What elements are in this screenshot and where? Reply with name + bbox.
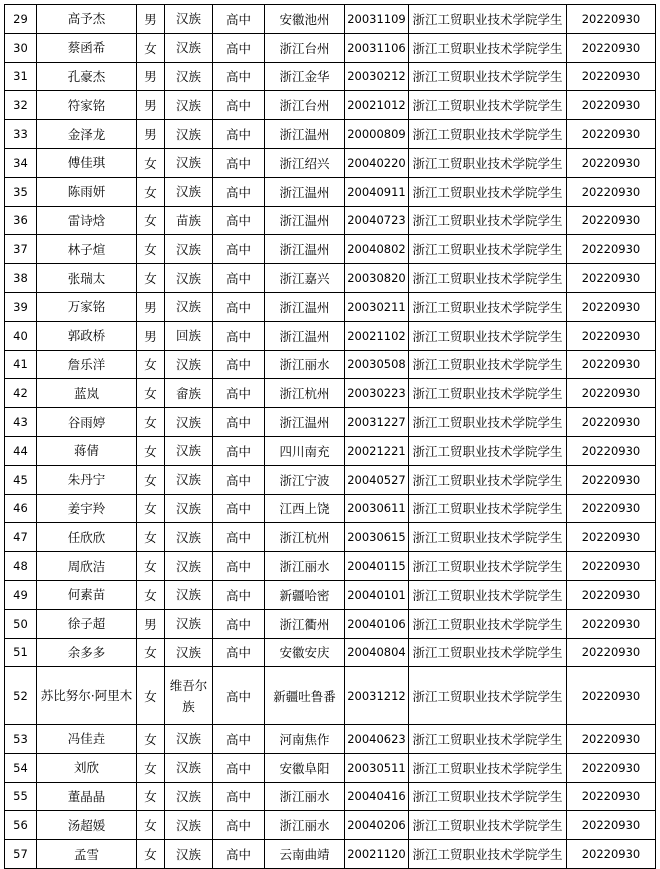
gender-cell: 女	[137, 436, 165, 465]
birth-date-cell: 20030615	[345, 523, 409, 552]
origin-cell: 浙江台州	[265, 91, 345, 120]
ethnicity-cell: 汉族	[165, 724, 213, 753]
origin-cell: 安徽池州	[265, 5, 345, 34]
origin-cell: 浙江杭州	[265, 523, 345, 552]
education-cell: 高中	[213, 350, 265, 379]
table-row	[5, 264, 656, 293]
origin-cell: 新疆哈密	[265, 580, 345, 609]
gender-cell: 男	[137, 120, 165, 149]
gender-cell: 女	[137, 350, 165, 379]
ethnicity-cell: 汉族	[165, 552, 213, 581]
education-cell: 高中	[213, 753, 265, 782]
table-row	[5, 91, 656, 120]
gender-cell: 男	[137, 5, 165, 34]
serial-number-cell: 42	[5, 379, 37, 408]
birth-date-cell: 20030611	[345, 494, 409, 523]
name-cell: 蔡函希	[37, 33, 137, 62]
serial-number-cell: 38	[5, 264, 37, 293]
record-date-cell: 20220930	[567, 811, 656, 840]
ethnicity-cell: 畲族	[165, 379, 213, 408]
table-row	[5, 120, 656, 149]
education-cell: 高中	[213, 177, 265, 206]
record-date-cell: 20220930	[567, 91, 656, 120]
table-row	[5, 408, 656, 437]
name-cell: 董晶晶	[37, 782, 137, 811]
record-date-cell: 20220930	[567, 667, 656, 725]
birth-date-cell: 20021221	[345, 436, 409, 465]
ethnicity-cell: 汉族	[165, 436, 213, 465]
ethnicity-cell: 汉族	[165, 235, 213, 264]
affiliation-cell: 浙江工贸职业技术学院学生	[409, 552, 567, 581]
affiliation-cell: 浙江工贸职业技术学院学生	[409, 264, 567, 293]
ethnicity-cell: 汉族	[165, 811, 213, 840]
record-date-cell: 20220930	[567, 321, 656, 350]
record-date-cell: 20220930	[567, 206, 656, 235]
ethnicity-cell: 汉族	[165, 753, 213, 782]
serial-number-cell: 55	[5, 782, 37, 811]
name-cell: 高予杰	[37, 5, 137, 34]
birth-date-cell: 20031109	[345, 5, 409, 34]
gender-cell: 男	[137, 62, 165, 91]
education-cell: 高中	[213, 782, 265, 811]
education-cell: 高中	[213, 811, 265, 840]
table-row	[5, 580, 656, 609]
name-cell: 姜宇羚	[37, 494, 137, 523]
origin-cell: 浙江丽水	[265, 811, 345, 840]
birth-date-cell: 20030223	[345, 379, 409, 408]
record-date-cell: 20220930	[567, 177, 656, 206]
birth-date-cell: 20040723	[345, 206, 409, 235]
gender-cell: 女	[137, 840, 165, 869]
origin-cell: 浙江嘉兴	[265, 264, 345, 293]
name-cell: 刘欣	[37, 753, 137, 782]
origin-cell: 浙江丽水	[265, 552, 345, 581]
name-cell: 任欣欣	[37, 523, 137, 552]
name-cell: 万家铭	[37, 292, 137, 321]
name-cell: 雷诗焓	[37, 206, 137, 235]
gender-cell: 女	[137, 552, 165, 581]
record-date-cell: 20220930	[567, 350, 656, 379]
gender-cell: 女	[137, 494, 165, 523]
affiliation-cell: 浙江工贸职业技术学院学生	[409, 840, 567, 869]
record-date-cell: 20220930	[567, 753, 656, 782]
ethnicity-cell: 汉族	[165, 350, 213, 379]
table-row	[5, 753, 656, 782]
record-date-cell: 20220930	[567, 264, 656, 293]
table-body	[5, 5, 656, 869]
record-date-cell: 20220930	[567, 379, 656, 408]
origin-cell: 浙江衢州	[265, 609, 345, 638]
name-cell: 林子煊	[37, 235, 137, 264]
name-cell: 孔豪杰	[37, 62, 137, 91]
record-date-cell: 20220930	[567, 724, 656, 753]
serial-number-cell: 57	[5, 840, 37, 869]
education-cell: 高中	[213, 667, 265, 725]
serial-number-cell: 49	[5, 580, 37, 609]
record-date-cell: 20220930	[567, 120, 656, 149]
table-row	[5, 33, 656, 62]
birth-date-cell: 20040527	[345, 465, 409, 494]
record-date-cell: 20220930	[567, 494, 656, 523]
table-row	[5, 379, 656, 408]
birth-date-cell: 20030212	[345, 62, 409, 91]
ethnicity-cell: 汉族	[165, 782, 213, 811]
education-cell: 高中	[213, 33, 265, 62]
education-cell: 高中	[213, 523, 265, 552]
gender-cell: 男	[137, 321, 165, 350]
birth-date-cell: 20031106	[345, 33, 409, 62]
origin-cell: 河南焦作	[265, 724, 345, 753]
education-cell: 高中	[213, 235, 265, 264]
birth-date-cell: 20000809	[345, 120, 409, 149]
ethnicity-cell: 汉族	[165, 5, 213, 34]
record-date-cell: 20220930	[567, 523, 656, 552]
serial-number-cell: 35	[5, 177, 37, 206]
birth-date-cell: 20040115	[345, 552, 409, 581]
education-cell: 高中	[213, 609, 265, 638]
gender-cell: 女	[137, 782, 165, 811]
affiliation-cell: 浙江工贸职业技术学院学生	[409, 206, 567, 235]
table-row	[5, 667, 656, 725]
serial-number-cell: 37	[5, 235, 37, 264]
serial-number-cell: 54	[5, 753, 37, 782]
name-cell: 徐子超	[37, 609, 137, 638]
education-cell: 高中	[213, 638, 265, 667]
record-date-cell: 20220930	[567, 465, 656, 494]
table-row	[5, 782, 656, 811]
name-cell: 苏比努尔·阿里木	[37, 667, 137, 725]
table-row	[5, 235, 656, 264]
gender-cell: 女	[137, 148, 165, 177]
education-cell: 高中	[213, 62, 265, 91]
ethnicity-cell: 汉族	[165, 840, 213, 869]
serial-number-cell: 43	[5, 408, 37, 437]
name-cell: 詹乐洋	[37, 350, 137, 379]
name-cell: 郭政桥	[37, 321, 137, 350]
ethnicity-cell: 汉族	[165, 465, 213, 494]
affiliation-cell: 浙江工贸职业技术学院学生	[409, 408, 567, 437]
record-date-cell: 20220930	[567, 408, 656, 437]
affiliation-cell: 浙江工贸职业技术学院学生	[409, 494, 567, 523]
record-date-cell: 20220930	[567, 148, 656, 177]
serial-number-cell: 39	[5, 292, 37, 321]
serial-number-cell: 31	[5, 62, 37, 91]
ethnicity-cell: 汉族	[165, 523, 213, 552]
serial-number-cell: 44	[5, 436, 37, 465]
affiliation-cell: 浙江工贸职业技术学院学生	[409, 33, 567, 62]
ethnicity-cell: 回族	[165, 321, 213, 350]
serial-number-cell: 30	[5, 33, 37, 62]
origin-cell: 浙江温州	[265, 408, 345, 437]
record-date-cell: 20220930	[567, 436, 656, 465]
affiliation-cell: 浙江工贸职业技术学院学生	[409, 120, 567, 149]
ethnicity-cell: 汉族	[165, 264, 213, 293]
name-cell: 符家铭	[37, 91, 137, 120]
affiliation-cell: 浙江工贸职业技术学院学生	[409, 724, 567, 753]
birth-date-cell: 20040220	[345, 148, 409, 177]
ethnicity-cell: 汉族	[165, 120, 213, 149]
gender-cell: 女	[137, 724, 165, 753]
birth-date-cell: 20031212	[345, 667, 409, 725]
gender-cell: 女	[137, 408, 165, 437]
origin-cell: 安徽阜阳	[265, 753, 345, 782]
ethnicity-cell: 汉族	[165, 292, 213, 321]
gender-cell: 女	[137, 33, 165, 62]
education-cell: 高中	[213, 724, 265, 753]
affiliation-cell: 浙江工贸职业技术学院学生	[409, 321, 567, 350]
gender-cell: 女	[137, 465, 165, 494]
affiliation-cell: 浙江工贸职业技术学院学生	[409, 667, 567, 725]
education-cell: 高中	[213, 148, 265, 177]
table-row	[5, 552, 656, 581]
name-cell: 金泽龙	[37, 120, 137, 149]
affiliation-cell: 浙江工贸职业技术学院学生	[409, 235, 567, 264]
origin-cell: 浙江温州	[265, 321, 345, 350]
gender-cell: 女	[137, 667, 165, 725]
affiliation-cell: 浙江工贸职业技术学院学生	[409, 523, 567, 552]
birth-date-cell: 20040804	[345, 638, 409, 667]
record-date-cell: 20220930	[567, 235, 656, 264]
affiliation-cell: 浙江工贸职业技术学院学生	[409, 62, 567, 91]
origin-cell: 浙江温州	[265, 292, 345, 321]
gender-cell: 女	[137, 235, 165, 264]
name-cell: 朱丹宁	[37, 465, 137, 494]
ethnicity-cell: 汉族	[165, 33, 213, 62]
serial-number-cell: 40	[5, 321, 37, 350]
table-row	[5, 350, 656, 379]
name-cell: 张瑞太	[37, 264, 137, 293]
affiliation-cell: 浙江工贸职业技术学院学生	[409, 91, 567, 120]
ethnicity-cell: 汉族	[165, 494, 213, 523]
record-date-cell: 20220930	[567, 33, 656, 62]
education-cell: 高中	[213, 465, 265, 494]
birth-date-cell: 20030511	[345, 753, 409, 782]
table-row	[5, 840, 656, 869]
affiliation-cell: 浙江工贸职业技术学院学生	[409, 782, 567, 811]
education-cell: 高中	[213, 436, 265, 465]
origin-cell: 浙江丽水	[265, 350, 345, 379]
record-date-cell: 20220930	[567, 840, 656, 869]
education-cell: 高中	[213, 379, 265, 408]
ethnicity-cell: 汉族	[165, 638, 213, 667]
name-cell: 孟雪	[37, 840, 137, 869]
origin-cell: 安徽安庆	[265, 638, 345, 667]
birth-date-cell: 20040911	[345, 177, 409, 206]
birth-date-cell: 20030211	[345, 292, 409, 321]
origin-cell: 浙江宁波	[265, 465, 345, 494]
education-cell: 高中	[213, 552, 265, 581]
table-row	[5, 148, 656, 177]
birth-date-cell: 20040416	[345, 782, 409, 811]
origin-cell: 浙江金华	[265, 62, 345, 91]
table-row	[5, 206, 656, 235]
record-date-cell: 20220930	[567, 609, 656, 638]
education-cell: 高中	[213, 408, 265, 437]
record-date-cell: 20220930	[567, 5, 656, 34]
table-row	[5, 724, 656, 753]
ethnicity-cell: 汉族	[165, 148, 213, 177]
record-date-cell: 20220930	[567, 638, 656, 667]
record-date-cell: 20220930	[567, 552, 656, 581]
ethnicity-cell: 苗族	[165, 206, 213, 235]
gender-cell: 女	[137, 638, 165, 667]
education-cell: 高中	[213, 580, 265, 609]
affiliation-cell: 浙江工贸职业技术学院学生	[409, 436, 567, 465]
origin-cell: 浙江绍兴	[265, 148, 345, 177]
gender-cell: 女	[137, 753, 165, 782]
serial-number-cell: 29	[5, 5, 37, 34]
table-row	[5, 465, 656, 494]
table-row	[5, 292, 656, 321]
education-cell: 高中	[213, 91, 265, 120]
gender-cell: 女	[137, 580, 165, 609]
table-row	[5, 523, 656, 552]
serial-number-cell: 32	[5, 91, 37, 120]
serial-number-cell: 51	[5, 638, 37, 667]
affiliation-cell: 浙江工贸职业技术学院学生	[409, 638, 567, 667]
birth-date-cell: 20040106	[345, 609, 409, 638]
education-cell: 高中	[213, 5, 265, 34]
table-row	[5, 436, 656, 465]
origin-cell: 云南曲靖	[265, 840, 345, 869]
serial-number-cell: 45	[5, 465, 37, 494]
origin-cell: 浙江温州	[265, 235, 345, 264]
serial-number-cell: 33	[5, 120, 37, 149]
name-cell: 陈雨妍	[37, 177, 137, 206]
gender-cell: 女	[137, 177, 165, 206]
affiliation-cell: 浙江工贸职业技术学院学生	[409, 5, 567, 34]
affiliation-cell: 浙江工贸职业技术学院学生	[409, 753, 567, 782]
birth-date-cell: 20040623	[345, 724, 409, 753]
serial-number-cell: 34	[5, 148, 37, 177]
table-row	[5, 321, 656, 350]
gender-cell: 女	[137, 264, 165, 293]
gender-cell: 男	[137, 292, 165, 321]
gender-cell: 女	[137, 523, 165, 552]
serial-number-cell: 48	[5, 552, 37, 581]
affiliation-cell: 浙江工贸职业技术学院学生	[409, 177, 567, 206]
origin-cell: 浙江温州	[265, 177, 345, 206]
education-cell: 高中	[213, 206, 265, 235]
affiliation-cell: 浙江工贸职业技术学院学生	[409, 350, 567, 379]
origin-cell: 四川南充	[265, 436, 345, 465]
origin-cell: 浙江台州	[265, 33, 345, 62]
education-cell: 高中	[213, 120, 265, 149]
serial-number-cell: 52	[5, 667, 37, 725]
serial-number-cell: 41	[5, 350, 37, 379]
affiliation-cell: 浙江工贸职业技术学院学生	[409, 379, 567, 408]
name-cell: 汤超媛	[37, 811, 137, 840]
birth-date-cell: 20021012	[345, 91, 409, 120]
origin-cell: 江西上饶	[265, 494, 345, 523]
ethnicity-cell: 汉族	[165, 609, 213, 638]
affiliation-cell: 浙江工贸职业技术学院学生	[409, 292, 567, 321]
name-cell: 谷雨婷	[37, 408, 137, 437]
education-cell: 高中	[213, 494, 265, 523]
birth-date-cell: 20040101	[345, 580, 409, 609]
table-row	[5, 609, 656, 638]
table-row	[5, 638, 656, 667]
affiliation-cell: 浙江工贸职业技术学院学生	[409, 811, 567, 840]
ethnicity-cell: 维吾尔族	[165, 667, 213, 725]
education-cell: 高中	[213, 264, 265, 293]
birth-date-cell: 20031227	[345, 408, 409, 437]
table-row	[5, 177, 656, 206]
name-cell: 何素苗	[37, 580, 137, 609]
education-cell: 高中	[213, 321, 265, 350]
birth-date-cell: 20040802	[345, 235, 409, 264]
name-cell: 傅佳琪	[37, 148, 137, 177]
birth-date-cell: 20040206	[345, 811, 409, 840]
gender-cell: 女	[137, 811, 165, 840]
record-date-cell: 20220930	[567, 782, 656, 811]
education-cell: 高中	[213, 840, 265, 869]
ethnicity-cell: 汉族	[165, 62, 213, 91]
serial-number-cell: 46	[5, 494, 37, 523]
name-cell: 余多多	[37, 638, 137, 667]
table-row	[5, 494, 656, 523]
record-date-cell: 20220930	[567, 62, 656, 91]
education-cell: 高中	[213, 292, 265, 321]
name-cell: 冯佳垚	[37, 724, 137, 753]
table-row	[5, 5, 656, 34]
name-cell: 周欣洁	[37, 552, 137, 581]
gender-cell: 女	[137, 379, 165, 408]
gender-cell: 女	[137, 206, 165, 235]
ethnicity-cell: 汉族	[165, 177, 213, 206]
affiliation-cell: 浙江工贸职业技术学院学生	[409, 148, 567, 177]
serial-number-cell: 50	[5, 609, 37, 638]
serial-number-cell: 53	[5, 724, 37, 753]
origin-cell: 浙江温州	[265, 120, 345, 149]
name-cell: 蓝岚	[37, 379, 137, 408]
ethnicity-cell: 汉族	[165, 408, 213, 437]
birth-date-cell: 20030820	[345, 264, 409, 293]
table-row	[5, 62, 656, 91]
member-table	[4, 4, 656, 869]
affiliation-cell: 浙江工贸职业技术学院学生	[409, 580, 567, 609]
birth-date-cell: 20021120	[345, 840, 409, 869]
table-row	[5, 811, 656, 840]
origin-cell: 浙江温州	[265, 206, 345, 235]
record-date-cell: 20220930	[567, 292, 656, 321]
affiliation-cell: 浙江工贸职业技术学院学生	[409, 609, 567, 638]
serial-number-cell: 56	[5, 811, 37, 840]
name-cell: 蒋倩	[37, 436, 137, 465]
birth-date-cell: 20030508	[345, 350, 409, 379]
affiliation-cell: 浙江工贸职业技术学院学生	[409, 465, 567, 494]
record-date-cell: 20220930	[567, 580, 656, 609]
gender-cell: 男	[137, 91, 165, 120]
origin-cell: 浙江丽水	[265, 782, 345, 811]
serial-number-cell: 36	[5, 206, 37, 235]
origin-cell: 新疆吐鲁番	[265, 667, 345, 725]
ethnicity-cell: 汉族	[165, 91, 213, 120]
origin-cell: 浙江杭州	[265, 379, 345, 408]
serial-number-cell: 47	[5, 523, 37, 552]
birth-date-cell: 20021102	[345, 321, 409, 350]
ethnicity-cell: 汉族	[165, 580, 213, 609]
gender-cell: 男	[137, 609, 165, 638]
